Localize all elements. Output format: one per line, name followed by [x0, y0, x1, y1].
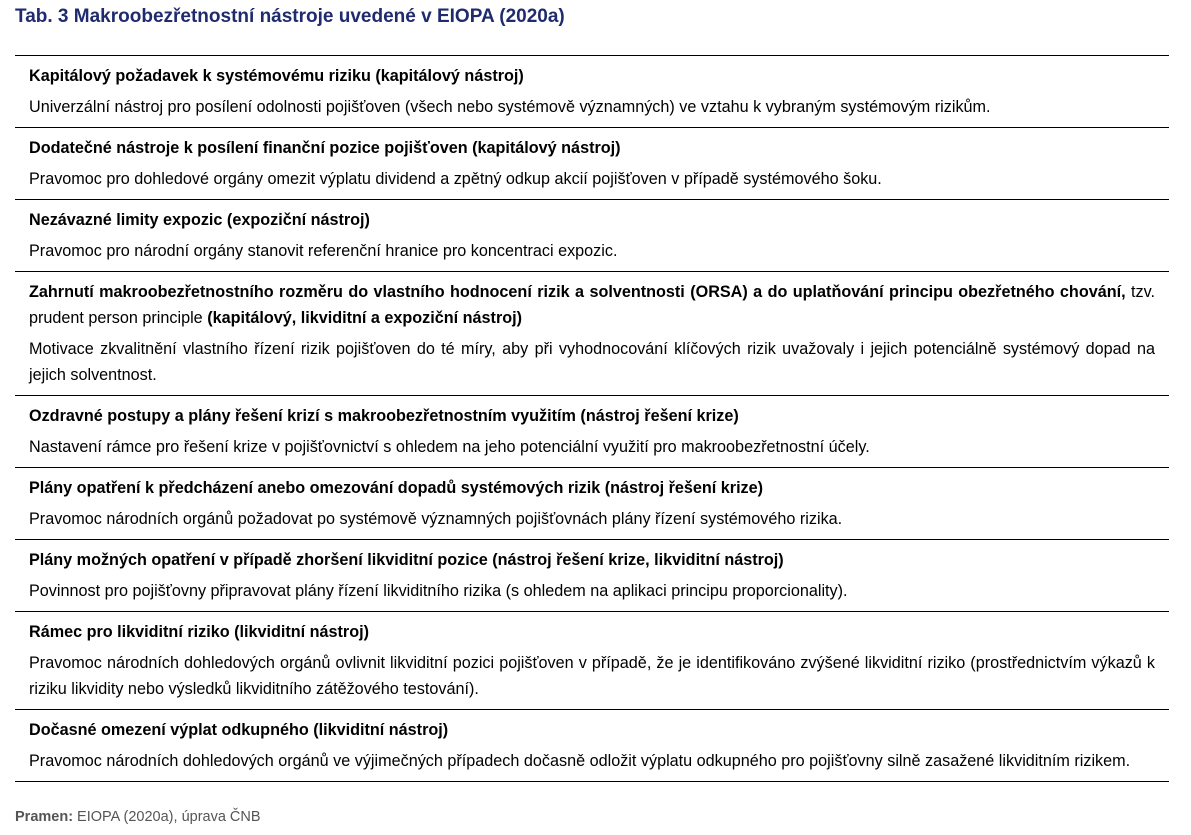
table-row	[15, 468, 1169, 540]
row-heading-part: Zahrnutí makroobezřetnostního rozměru do vlastního hodnocení rizik a solventnosti (ORSA) a do uplatňování principu obezřetného chování,	[29, 283, 1126, 301]
table-row	[15, 200, 1169, 272]
row-description: Pravomoc národních dohledových orgánů ve výjimečných případech dočasně odložit výplatu odkupného pro pojišťovny silně zasažené likviditním rizikem.	[29, 752, 1131, 770]
row-heading: Plány opatření k předcházení anebo omezování dopadů systémových rizik (nástroj řešení krize)	[29, 479, 764, 497]
row-heading: Ozdravné postupy a plány řešení krizí s makroobezřetnostním využitím (nástroj řešení krize)	[29, 407, 739, 425]
row-description: Univerzální nástroj pro posílení odolnosti pojišťoven (všech nebo systémově významných) ve vztahu k vybraným systémovým rizikům.	[29, 98, 991, 116]
table-row	[15, 128, 1169, 200]
row-heading	[29, 279, 1155, 331]
row-description: Pravomoc národních dohledových orgánů ovlivnit likviditní pozici pojišťoven v případě, že je identifikováno zvýšené likviditní riziko (prostřednictvím výkazů k riziku likvidity nebo výsledků likviditního zátěžového testování).	[29, 654, 1155, 698]
row-description: Pravomoc pro dohledové orgány omezit výplatu dividend a zpětný odkup akcií pojišťoven v případě systémového šoku.	[29, 170, 882, 188]
row-description: Nastavení rámce pro řešení krize v pojišťovnictví s ohledem na jeho potenciální využití pro makroobezřetnostní účely.	[29, 438, 870, 456]
source-text: EIOPA (2020a), úprava ČNB	[73, 809, 261, 825]
row-heading: Nezávazné limity expozic (expoziční nástroj)	[29, 211, 370, 229]
table-row	[15, 710, 1169, 782]
row-heading-normal-part: tzv. prudent person principle	[29, 283, 1156, 327]
table-row	[15, 612, 1169, 710]
row-heading: Kapitálový požadavek k systémovému riziku (kapitálový nástroj)	[29, 67, 524, 85]
row-heading: Plány možných opatření v případě zhoršení likviditní pozice (nástroj řešení krize, likviditní nástroj)	[29, 551, 784, 569]
table-row	[15, 396, 1169, 468]
table-caption: Tab. 3 Makroobezřetnostní nástroje uvedené v EIOPA (2020a)	[15, 6, 565, 27]
row-description: Motivace zkvalitnění vlastního řízení rizik pojišťoven do té míry, aby při vyhodnocování klíčových rizik uvažovaly i jejich potenciálně systémový dopad na jejich solventnost.	[29, 340, 1155, 384]
row-heading: Dodatečné nástroje k posílení finanční pozice pojišťoven (kapitálový nástroj)	[29, 139, 621, 157]
row-heading: Rámec pro likviditní riziko (likviditní nástroj)	[29, 623, 370, 641]
row-heading: Dočasné omezení výplat odkupného (likviditní nástroj)	[29, 721, 449, 739]
table-row	[15, 56, 1169, 128]
source-note	[15, 809, 261, 825]
table-row	[15, 272, 1169, 396]
row-description: Pravomoc pro národní orgány stanovit referenční hranice pro koncentraci expozic.	[29, 242, 618, 260]
row-description: Pravomoc národních orgánů požadovat po systémově významných pojišťovnách plány řízení systémového rizika.	[29, 510, 843, 528]
row-description: Povinnost pro pojišťovny připravovat plány řízení likviditního rizika (s ohledem na aplikaci principu proporcionality).	[29, 582, 848, 600]
table-row	[15, 540, 1169, 612]
row-heading-part: (kapitálový, likviditní a expoziční nástroj)	[207, 309, 523, 327]
instruments-table	[15, 55, 1169, 782]
source-label: Pramen:	[15, 809, 74, 825]
